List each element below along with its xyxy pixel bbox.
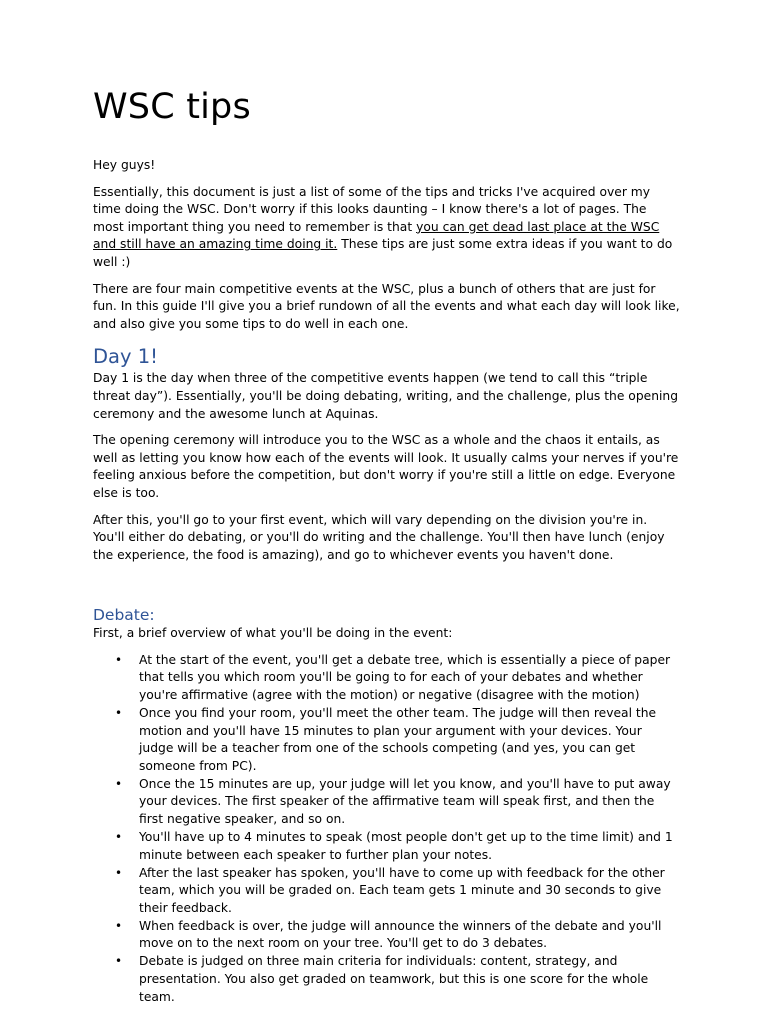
bullet-icon: • bbox=[115, 652, 123, 667]
bullet-icon: • bbox=[115, 706, 123, 721]
overview-paragraph: There are four main competitive events at the WSC, plus a bunch of others that are just for fun. In this guide I'll give you a brief rundown of all the events and what each day will look like, and also give you some tips to do well in each one. bbox=[93, 281, 680, 331]
list-item-text: Once you find your room, you'll meet the other team. The judge will then reveal the motion and you'll have 15 minutes to plan your argument with your devices. Your judge will be a teacher from one of the schools competing (and yes, you can get someone from PC). bbox=[139, 706, 657, 773]
document-title: WSC tips bbox=[93, 87, 251, 127]
list-item-text: At the start of the event, you'll get a debate tree, which is essentially a piece of paper that tells you which room you'll be going to for each of your debates and whether you're affirmative (agree with the motion) or negative (disagree with the motion) bbox=[139, 652, 671, 703]
first-event-paragraph: After this, you'll go to your first event, which will vary depending on the division you're in. You'll either do debating, or you'll do writing and the challenge. You'll then have lunch (enjoy the experience, the food is amazing), and go to whichever events you haven't done. bbox=[93, 512, 665, 562]
list-item-text: After the last speaker has spoken, you'll have to come up with feedback for the other team, which you will be graded on. Each team gets 1 minute and 30 seconds to give their feedback. bbox=[139, 865, 665, 915]
list-item bbox=[115, 829, 680, 864]
day1-paragraph: Day 1 is the day when three of the competitive events happen (we tend to call this “triple threat day”). Essentially, you'll be doing debating, writing, and the challenge, plus the opening ceremony and the awesome lunch at Aquinas. bbox=[93, 371, 679, 421]
list-item-text: You'll have up to 4 minutes to speak (most people don't get up to the time limit) and 1 minute between each speaker to further plan your notes. bbox=[139, 829, 673, 862]
opening-ceremony-paragraph: The opening ceremony will introduce you to the WSC as a whole and the chaos it entails, as well as letting you know how each of the events will look. It usually calms your nerves if you're feeling anxious before the competition, but don't worry if you're still a little on edge. Everyone else is too. bbox=[93, 433, 679, 500]
list-item bbox=[115, 776, 680, 829]
list-item bbox=[115, 705, 680, 775]
list-item bbox=[115, 918, 680, 953]
list-item bbox=[115, 652, 680, 705]
list-item-text: Debate is judged on three main criteria for individuals: content, strategy, and presentation. You also get graded on teamwork, but this is one score for the whole team. bbox=[139, 954, 649, 1004]
intro-text-start: Essentially, this document is just a list of some of the tips and tricks I've acquired over my time doing the WSC. Don't worry if this looks daunting – I know there's a lot of pages. The most important thing you need to remember is that bbox=[93, 184, 651, 234]
list-item-text: Once the 15 minutes are up, your judge will let you know, and you'll have to put away your devices. The first speaker of the affirmative team will speak first, and then the first negative speaker, and so on. bbox=[139, 776, 671, 826]
intro-text-end: These tips are just some extra ideas if you want to do well :) bbox=[93, 237, 673, 269]
bullet-icon: • bbox=[115, 918, 123, 933]
greeting-paragraph: Hey guys! bbox=[93, 158, 156, 172]
bullet-icon: • bbox=[115, 954, 123, 969]
day1-heading: Day 1! bbox=[93, 345, 158, 369]
bullet-icon: • bbox=[115, 776, 123, 791]
intro-paragraph bbox=[93, 184, 680, 272]
bullet-icon: • bbox=[115, 829, 123, 844]
intro-underlined-text: you can get dead last place at the WSC and still have an amazing time doing it. bbox=[93, 219, 660, 252]
debate-heading: Debate: bbox=[93, 606, 155, 625]
debate-intro-paragraph: First, a brief overview of what you'll be doing in the event: bbox=[93, 626, 453, 641]
list-item-text: When feedback is over, the judge will announce the winners of the debate and you'll move on to the next room on your tree. You'll get to do 3 debates. bbox=[139, 918, 662, 951]
list-item bbox=[115, 865, 680, 918]
debate-bullet-list bbox=[93, 652, 680, 1006]
bullet-icon: • bbox=[115, 865, 123, 880]
list-item bbox=[115, 953, 680, 1006]
